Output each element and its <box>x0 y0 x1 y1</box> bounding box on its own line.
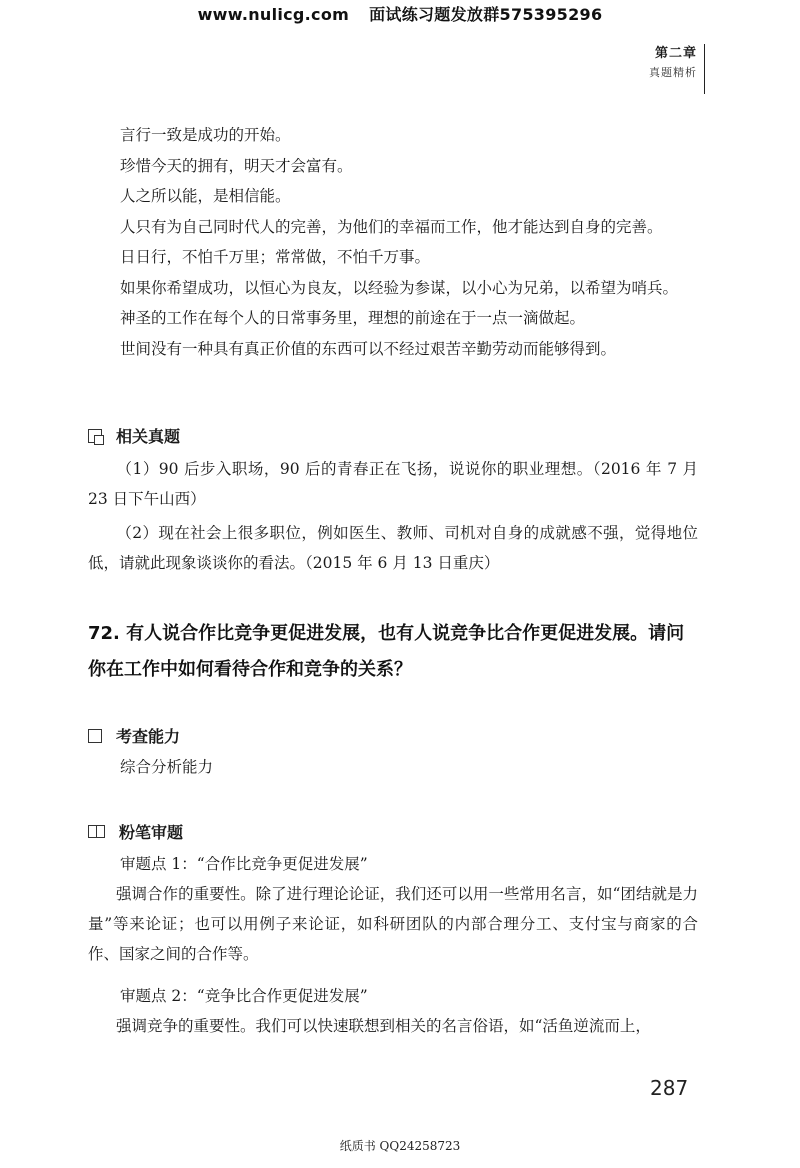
analysis-point2-body: 强调竞争的重要性。我们可以快速联想到相关的名言俗语，如“活鱼逆流而上， <box>116 1017 651 1035</box>
book-icon <box>88 825 105 838</box>
quote-item: 世间没有一种具有真正价值的东西可以不经过艰苦辛勤劳动而能够得到。 <box>120 339 617 358</box>
top-watermark <box>0 2 800 25</box>
quote-item: 言行一致是成功的开始。 <box>120 126 291 144</box>
quote-item: 神圣的工作在每个人的日常事务里，理想的前途在于一点一滴做起。 <box>120 309 586 327</box>
chapter-divider <box>704 44 705 94</box>
related-item-1-text: （1）90 后步入职场，90 后的青春正在飞扬，说说你的职业理想。（2016 年 7 月 23 日下午山西） <box>88 460 698 508</box>
analysis-heading-text: 粉笔审题 <box>119 823 184 842</box>
related-item-2-text: （2）现在社会上很多职位，例如医生、教师、司机对自身的成就感不强，觉得地位低，请就此现象谈谈你的看法。（2015 年 6 月 13 日重庆） <box>88 524 698 572</box>
quote-item: 人之所以能，是相信能。 <box>120 187 291 205</box>
chapter-header <box>649 44 697 82</box>
quote-item: 日日行，不怕千万里；常常做，不怕千万事。 <box>120 248 431 266</box>
analysis-point1-title: 审题点 1：“合作比竞争更促进发展” <box>120 855 368 873</box>
quote-item: 珍惜今天的拥有，明天才会富有。 <box>120 156 353 175</box>
bottom-watermark: 纸质书 QQ24258723 <box>339 1139 461 1153</box>
chapter-subtitle: 真题精析 <box>649 66 697 79</box>
quote-list <box>120 120 720 364</box>
analysis-point1-body: 强调合作的重要性。除了进行理论论证，我们还可以用一些常用名言，如“团结就是力量”等来论证；也可以用例子来论证，如科研团队的内部合理分工、支付宝与商家的合作、国家之间的合作等。 <box>88 885 698 963</box>
chapter-title: 第二章 <box>654 46 697 61</box>
quote-item: 如果你希望成功，以恒心为良友，以经验为参谋，以小心为兄弟，以希望为哨兵。 <box>120 278 679 297</box>
ability-section-icon <box>88 729 102 743</box>
analysis-point2-title: 审题点 2：“竞争比合作更促进发展” <box>120 987 368 1005</box>
quote-item: 人只有为自己同时代人的完善，为他们的幸福而工作，他才能达到自身的完善。 <box>120 217 663 236</box>
page-number: 287 <box>650 1076 689 1100</box>
ability-heading-text: 考查能力 <box>116 727 181 746</box>
ability-heading <box>88 724 180 747</box>
analysis-heading <box>88 820 183 843</box>
watermark-group: 面试练习题发放群575395296 <box>369 5 603 24</box>
related-heading-text: 相关真题 <box>116 427 181 446</box>
related-section-icon <box>88 429 102 443</box>
related-item-2 <box>88 518 698 578</box>
analysis-point1-text <box>88 879 698 969</box>
analysis-point2-text <box>88 1011 698 1041</box>
question-72: 72. 有人说合作比竞争更促进发展，也有人说竞争比合作更促进发展。请问你在工作中如何看待合作和竞争的关系？ <box>88 623 685 680</box>
ability-value: 综合分析能力 <box>120 758 214 776</box>
related-questions-heading <box>88 424 180 447</box>
related-item-1 <box>88 454 698 514</box>
watermark-site: www.nulicg.com <box>197 5 350 24</box>
